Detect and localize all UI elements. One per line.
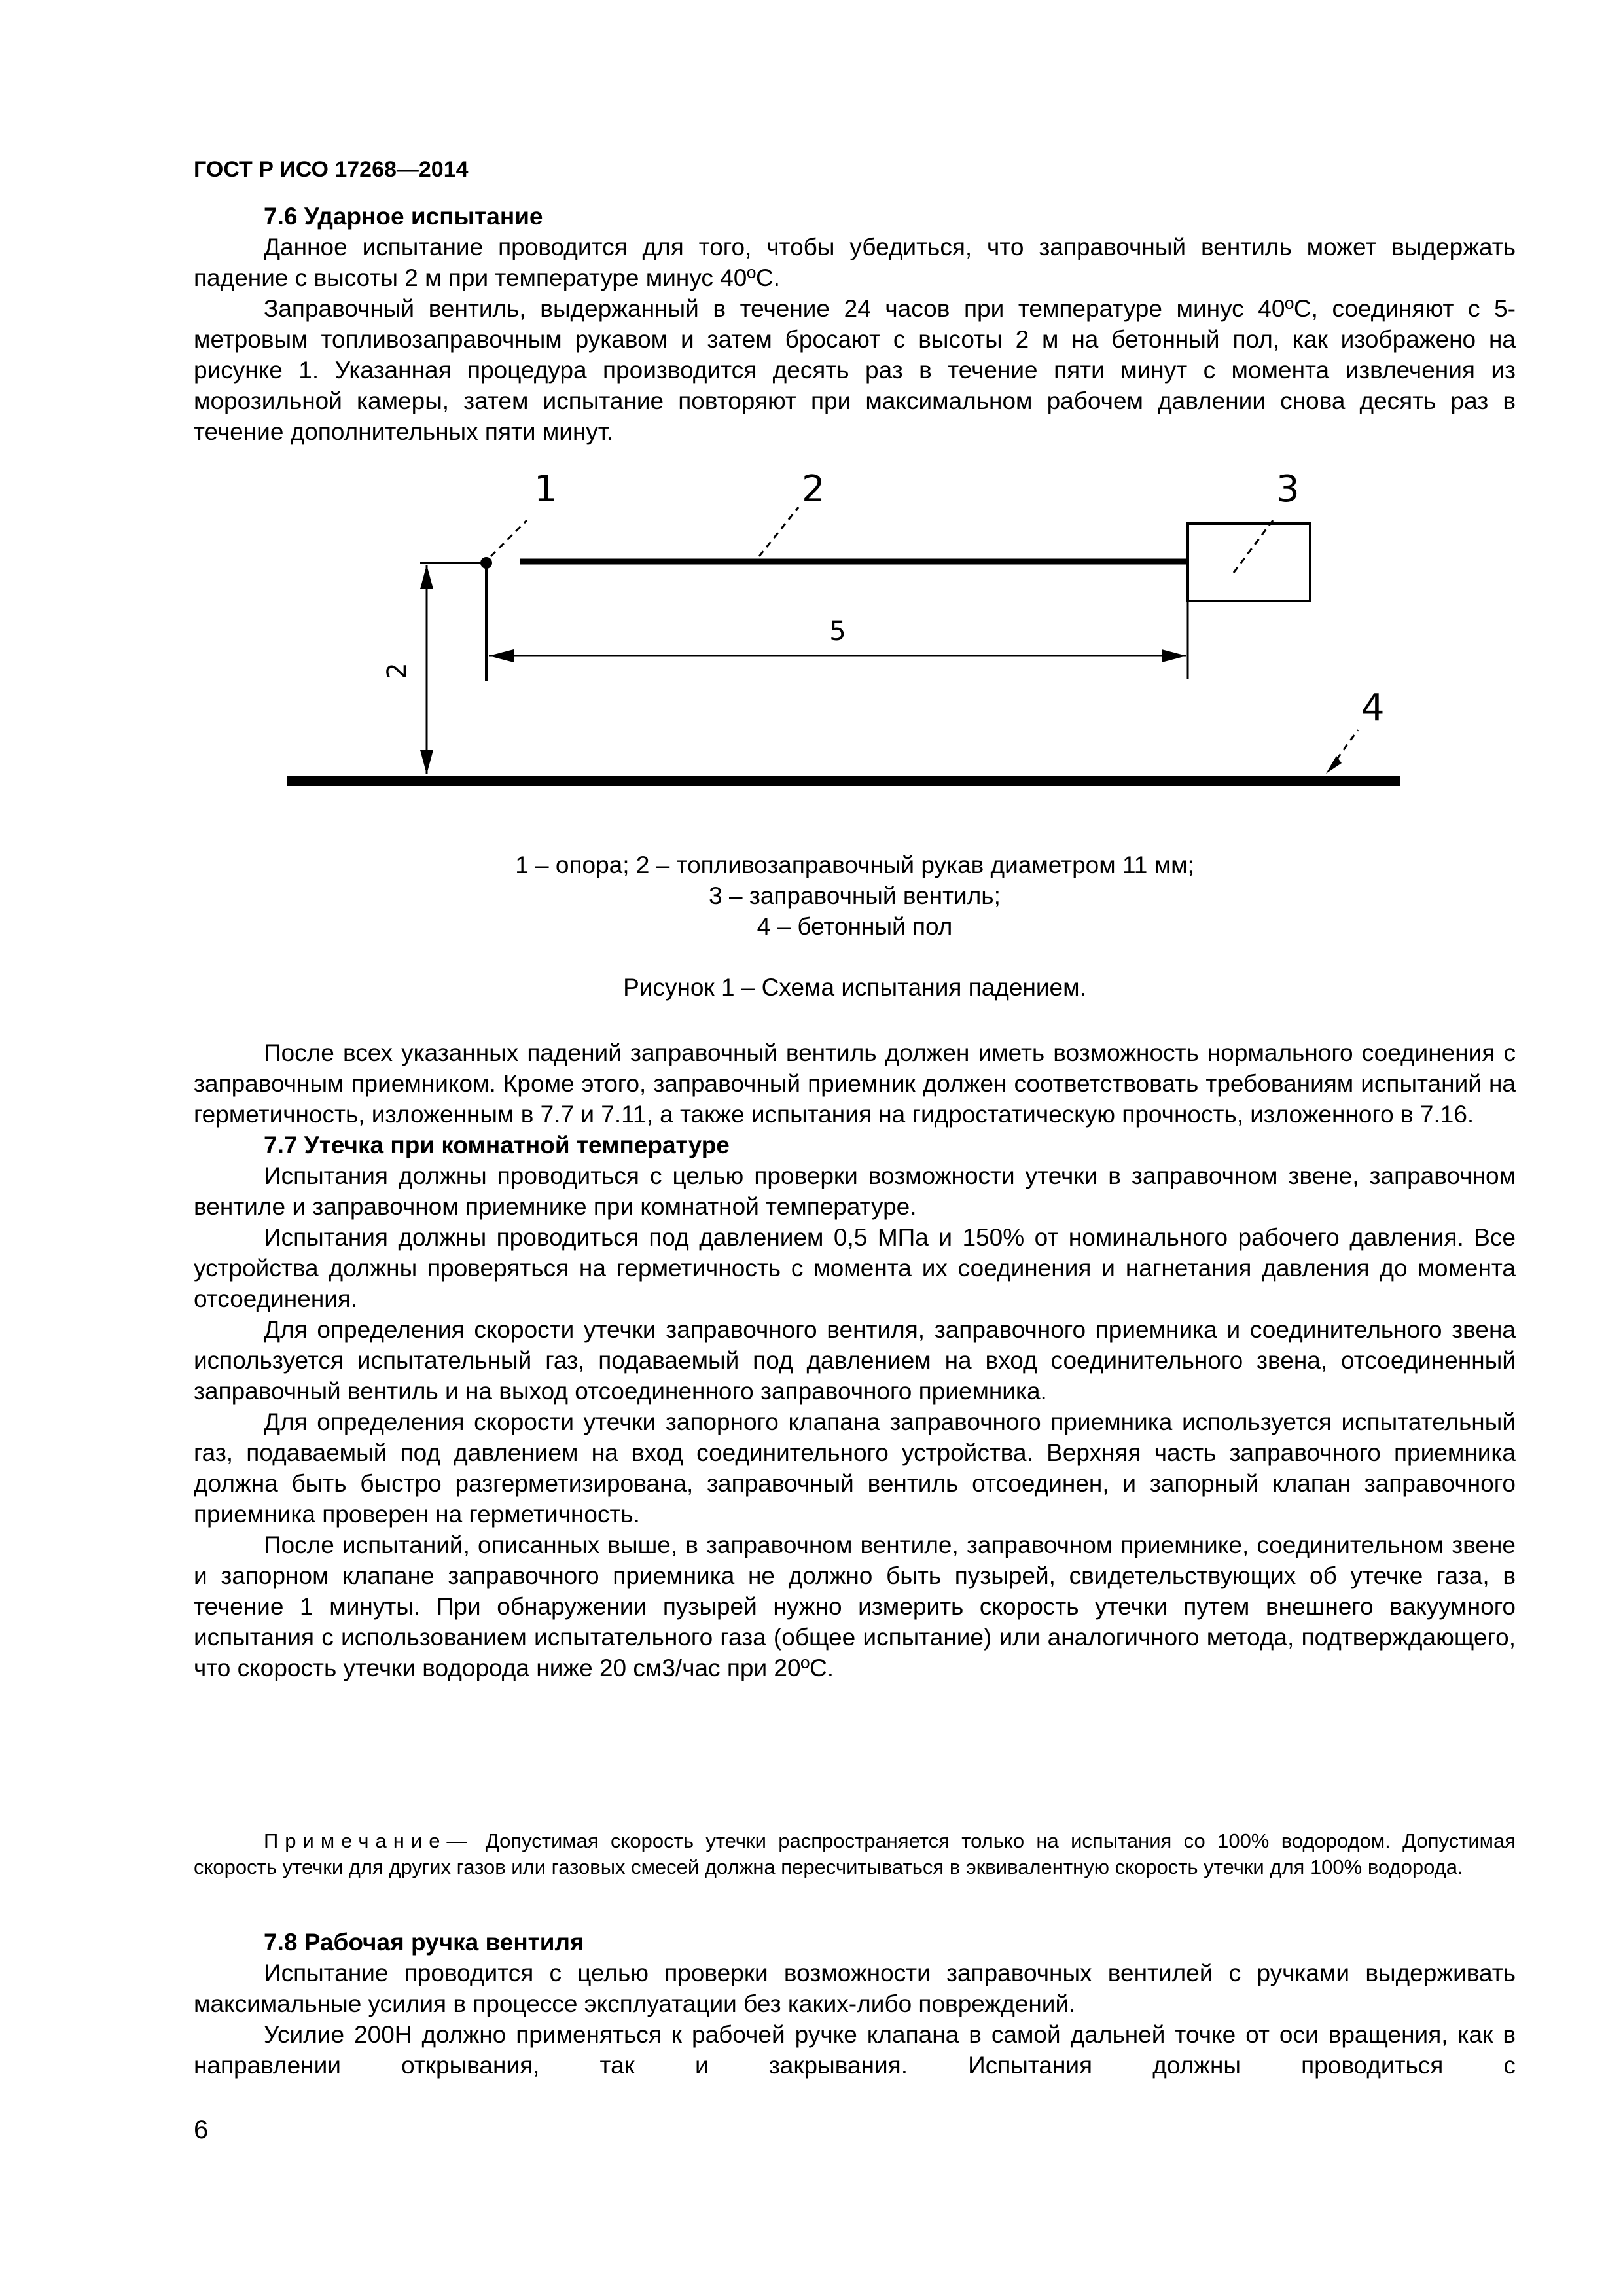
note <box>194 1828 1516 1880</box>
section-7-6 <box>194 201 1516 447</box>
diagram-svg <box>275 458 1414 812</box>
page-number: 6 <box>194 2115 209 2144</box>
dim-5-arrow-right <box>1162 649 1186 662</box>
legend-line: 1 – опора; 2 – топливозаправочный рукав диаметром 11 мм; <box>515 852 1194 878</box>
figure-legend <box>194 850 1516 942</box>
legend-line: 4 – бетонный пол <box>757 913 953 940</box>
label-3: 3 <box>1276 468 1300 511</box>
label-4: 4 <box>1361 687 1385 729</box>
label-1: 1 <box>534 468 558 511</box>
nozzle-box <box>1188 524 1310 601</box>
paragraph: После всех указанных падений заправочный вентиль должен иметь возможность нормального соединения с заправочным приемником. Кроме этого, заправочный приемник должен соответствовать требованиям испытаний на герметичность, изложенным в 7.7 и 7.11, а также испытания на гидростатическую прочность, изложенного в 7.16. <box>194 1039 1516 1128</box>
leader-1 <box>491 520 527 556</box>
section-title: 7.7 Утечка при комнатной температуре <box>264 1132 730 1158</box>
dim-5-arrow-left <box>489 649 514 662</box>
leader-4-arrow <box>1326 756 1342 774</box>
label-5: 5 <box>829 617 846 647</box>
concrete-floor <box>287 776 1400 786</box>
paragraph: Испытания должны проводиться под давлением 0,5 МПа и 150% от номинального рабочего давления. Все устройства должны проверяться на герметичность с момента их соединения и нагнетания давления до момента отсоединения. <box>194 1224 1516 1312</box>
leader-2 <box>759 507 798 556</box>
section-7-7 <box>194 1037 1516 1683</box>
label-2: 2 <box>802 468 825 511</box>
document-header: ГОСТ Р ИСО 17268—2014 <box>194 157 469 182</box>
paragraph: Испытания должны проводиться с целью проверки возможности утечки в заправочном звене, заправочном вентиле и заправочном приемнике при комнатной температуре. <box>194 1162 1516 1220</box>
section-title: 7.6 Ударное испытание <box>264 203 543 230</box>
label-height: 2 <box>382 662 412 679</box>
paragraph: Испытание проводится с целью проверки возможности заправочных вентилей с ручками выдерживать максимальные усилия в процессе эксплуатации без каких-либо повреждений. <box>194 1960 1516 2017</box>
dim-2-arrow-top <box>420 565 433 589</box>
section-title: 7.8 Рабочая ручка вентиля <box>264 1929 584 1956</box>
legend-line: 3 – заправочный вентиль; <box>709 882 1001 909</box>
paragraph: Заправочный вентиль, выдержанный в течение 24 часов при температуре минус 40ºС, соединяют с 5-метровым топливозаправочным рукавом и затем бросают с высоты 2 м на бетонный пол, как изображено на рисунке 1. Указанная процедура производится десять раз в течение пяти минут с момента извлечения из морозильной камеры, затем испытание повторяют при максимальном рабочем давлении снова десять раз в течение дополнительных пяти минут. <box>194 295 1516 445</box>
note-text: Допустимая скорость утечки распространяется только на испытания со 100% водородом. Допустимая скорость утечки для других газов или газовых смесей должна пересчитываться в эквивалентную скорость утечки для 100% водорода. <box>194 1829 1516 1878</box>
paragraph: Для определения скорости утечки заправочного вентиля, заправочного приемника и соединительного звена используется испытательный газ, подаваемый под давлением на вход соединительного звена, отсоединенный заправочный вентиль и на выход отсоединенного заправочного приемника. <box>194 1316 1516 1405</box>
paragraph: После испытаний, описанных выше, в заправочном вентиле, заправочном приемнике, соединительном звене и запорном клапане заправочного приемника не должно быть пузырей, свидетельствующих об утечке газа, в течение 1 минуты. При обнаружении пузырей нужно измерить скорость утечки путем внешнего вакуумного испытания с использованием испытательного газа (общее испытание) или аналогичного метода, подтверждающего, что скорость утечки водорода ниже 20 см3/час при 20ºС. <box>194 1532 1516 1681</box>
paragraph: Усилие 200Н должно применяться к рабочей ручке клапана в самой дальней точке от оси вращения, как в направлении открывания, так и закрывания. Испытания должны проводиться с <box>194 2021 1516 2079</box>
figure-caption: Рисунок 1 – Схема испытания падением. <box>623 974 1086 1001</box>
paragraph: Данное испытание проводится для того, чтобы убедиться, что заправочный вентиль может выдержать падение с высоты 2 м при температуре минус 40ºС. <box>194 234 1516 291</box>
note-label: Примечание— <box>264 1829 474 1852</box>
section-7-8 <box>194 1927 1516 2081</box>
leader-3 <box>1234 520 1273 573</box>
paragraph: Для определения скорости утечки запорного клапана заправочного приемника используется испытательный газ, подаваемый под давлением на вход соединительного устройства. Верхняя часть заправочного приемника должна быть быстро разгерметизирована, заправочный вентиль отсоединен, и запорный клапан заправочного приемника проверен на герметичность. <box>194 1408 1516 1528</box>
drop-test-diagram <box>275 458 1414 812</box>
dim-2-arrow-bottom <box>420 750 433 774</box>
